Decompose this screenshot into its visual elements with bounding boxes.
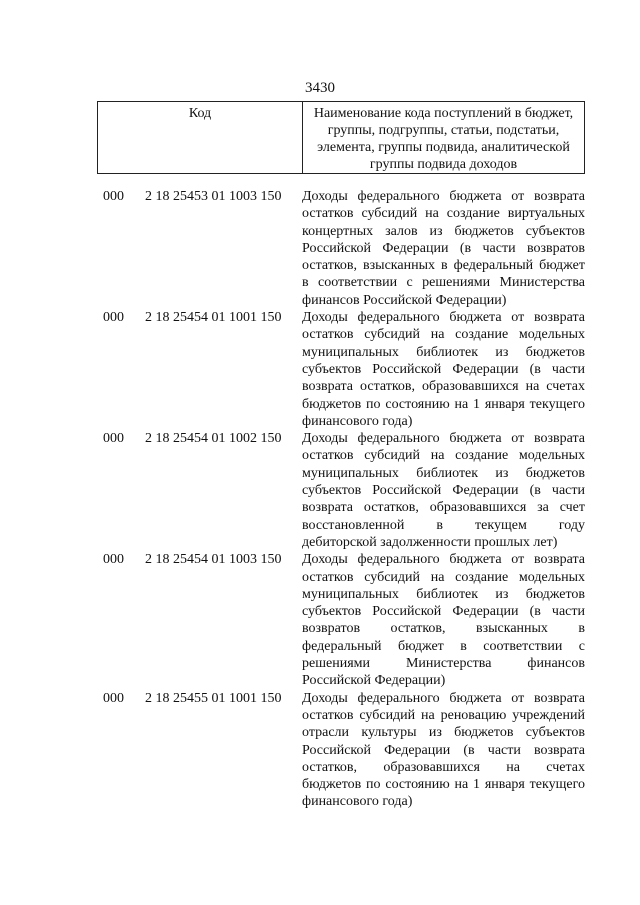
list-item bbox=[0, 690, 640, 811]
description-line: концертных залов из бюджетов субъектов bbox=[302, 223, 585, 239]
description-line: муниципальных библиотек из бюджетов bbox=[302, 344, 585, 360]
description-line: муниципальных библиотек из бюджетов bbox=[302, 465, 585, 481]
description-line: остатков субсидий на создание модельных bbox=[302, 327, 585, 343]
income-description bbox=[302, 188, 585, 309]
description-line: федеральный бюджет в соответствии с bbox=[302, 638, 585, 654]
description-line: возврата остатков, образовавшихся за счет bbox=[302, 500, 585, 516]
description-line: бюджетов по состоянию на 1 января текущего bbox=[302, 777, 585, 793]
list-item bbox=[0, 551, 640, 689]
income-code: 2 18 25453 01 1003 150 bbox=[145, 189, 282, 204]
income-code: 2 18 25455 01 1001 150 bbox=[145, 690, 282, 706]
description-line: остатков субсидий на реновацию учреждений bbox=[302, 707, 585, 723]
income-code: 2 18 25454 01 1003 150 bbox=[145, 552, 282, 568]
income-code: 2 18 25454 01 1001 150 bbox=[145, 310, 282, 326]
description-line: в соответствии с решениями Министерства bbox=[302, 275, 585, 291]
income-description bbox=[302, 430, 585, 551]
description-line: Доходы федерального бюджета от возврата bbox=[302, 310, 585, 326]
description-line: финансов Российской Федерации) bbox=[302, 292, 507, 308]
description-line: Доходы федерального бюджета от возврата bbox=[302, 690, 585, 706]
header-table bbox=[97, 101, 585, 174]
admin-code: 000 bbox=[103, 189, 124, 204]
description-line: остатков субсидий на создание модельных bbox=[302, 448, 585, 464]
page-number: 3430 bbox=[305, 80, 335, 96]
description-line: возврата остатков, образовавшихся на счетах bbox=[302, 379, 585, 395]
description-line: Российской Федерации (в части возвратов bbox=[302, 240, 585, 256]
description-line: возвратов остатков, взысканных в bbox=[302, 621, 585, 637]
description-line: остатков субсидий на создание виртуальных bbox=[302, 206, 585, 222]
code-column-header: Код bbox=[98, 102, 303, 174]
description-line: муниципальных библиотек из бюджетов bbox=[302, 586, 585, 602]
income-description bbox=[302, 551, 585, 689]
admin-code: 000 bbox=[103, 431, 124, 447]
description-line: субъектов Российской Федерации (в части bbox=[302, 361, 585, 377]
list-item bbox=[0, 188, 640, 309]
description-line: субъектов Российской Федерации (в части bbox=[302, 483, 585, 499]
description-line: остатков, взысканных в федеральный бюджет bbox=[302, 258, 585, 274]
admin-code: 000 bbox=[103, 552, 124, 568]
description-line: Доходы федерального бюджета от возврата bbox=[302, 552, 585, 568]
description-line: Доходы федерального бюджета от возврата bbox=[302, 431, 585, 447]
income-code-list bbox=[0, 188, 640, 811]
description-line: дебиторской задолженности прошлых лет) bbox=[302, 534, 558, 550]
description-line: Российской Федерации (в части возврата bbox=[302, 742, 585, 758]
description-line: остатков, образовавшихся на счетах bbox=[302, 759, 585, 775]
name-column-header: Наименование кода поступлений в бюджет, группы, подгруппы, статьи, подстатьи, элемента, группы подвида, аналитической группы подвида доходов bbox=[303, 102, 585, 174]
description-line: Российской Федерации) bbox=[302, 673, 446, 689]
income-description bbox=[302, 690, 585, 811]
header-row bbox=[98, 102, 585, 174]
income-description bbox=[302, 309, 585, 430]
admin-code: 000 bbox=[103, 690, 124, 706]
description-line: финансового года) bbox=[302, 413, 413, 429]
description-line: финансового года) bbox=[302, 794, 413, 810]
description-line: отрасли культуры из бюджетов субъектов bbox=[302, 725, 585, 741]
description-line: Доходы федерального бюджета от возврата bbox=[302, 189, 585, 204]
income-code: 2 18 25454 01 1002 150 bbox=[145, 431, 282, 447]
description-line: субъектов Российской Федерации (в части bbox=[302, 604, 585, 620]
list-item bbox=[0, 430, 640, 551]
description-line: решениями Министерства финансов bbox=[302, 656, 585, 672]
list-item bbox=[0, 309, 640, 430]
description-line: восстановленной в текущем году bbox=[302, 517, 585, 533]
admin-code: 000 bbox=[103, 310, 124, 326]
description-line: остатков субсидий на создание модельных bbox=[302, 569, 585, 585]
description-line: бюджетов по состоянию на 1 января текущего bbox=[302, 396, 585, 412]
